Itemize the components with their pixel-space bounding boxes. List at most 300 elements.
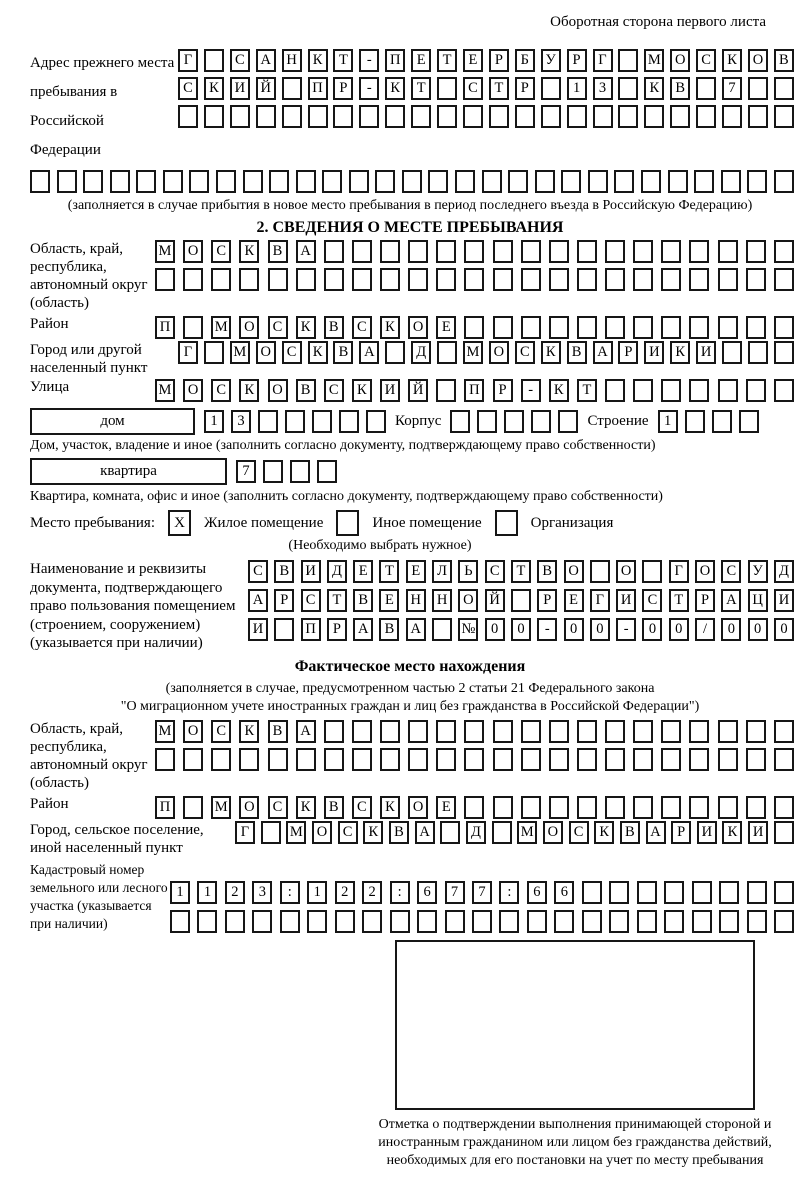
char-cell[interactable]: С: [178, 77, 198, 100]
char-cell[interactable]: [408, 720, 428, 743]
char-cell[interactable]: [614, 170, 634, 193]
char-cell[interactable]: [464, 796, 484, 819]
char-cell[interactable]: [352, 268, 372, 291]
char-cell[interactable]: Ь: [458, 560, 478, 583]
char-cell[interactable]: [359, 105, 379, 128]
char-cell[interactable]: 7: [472, 881, 492, 904]
char-cell[interactable]: [308, 105, 328, 128]
char-cell[interactable]: М: [517, 821, 537, 844]
char-cell[interactable]: [718, 240, 738, 263]
char-cell[interactable]: [211, 268, 231, 291]
char-cell[interactable]: [689, 379, 709, 402]
char-cell[interactable]: [694, 170, 714, 193]
char-cell[interactable]: С: [230, 49, 250, 72]
char-cell[interactable]: Р: [567, 49, 587, 72]
char-cell[interactable]: [411, 105, 431, 128]
char-cell[interactable]: 7: [445, 881, 465, 904]
char-cell[interactable]: [577, 748, 597, 771]
char-cell[interactable]: [746, 796, 766, 819]
char-cell[interactable]: [633, 720, 653, 743]
char-cell[interactable]: Р: [489, 49, 509, 72]
char-cell[interactable]: Й: [485, 589, 505, 612]
char-cell[interactable]: [437, 77, 457, 100]
char-cell[interactable]: И: [774, 589, 794, 612]
char-cell[interactable]: С: [463, 77, 483, 100]
char-cell[interactable]: К: [239, 720, 259, 743]
char-cell[interactable]: Й: [256, 77, 276, 100]
char-cell[interactable]: О: [239, 796, 259, 819]
char-cell[interactable]: М: [155, 240, 175, 263]
char-cell[interactable]: [747, 170, 767, 193]
char-cell[interactable]: [588, 170, 608, 193]
char-cell[interactable]: [549, 316, 569, 339]
char-cell[interactable]: [258, 410, 278, 433]
char-cell[interactable]: С: [268, 316, 288, 339]
char-cell[interactable]: [352, 748, 372, 771]
char-cell[interactable]: [296, 268, 316, 291]
char-cell[interactable]: 3: [231, 410, 251, 433]
char-cell[interactable]: [493, 240, 513, 263]
char-cell[interactable]: [432, 618, 452, 641]
char-cell[interactable]: [285, 410, 305, 433]
char-cell[interactable]: В: [324, 796, 344, 819]
char-cell[interactable]: М: [463, 341, 483, 364]
char-cell[interactable]: Б: [515, 49, 535, 72]
char-cell[interactable]: [333, 105, 353, 128]
char-cell[interactable]: [230, 105, 250, 128]
char-cell[interactable]: [324, 748, 344, 771]
char-cell[interactable]: К: [722, 49, 742, 72]
char-cell[interactable]: М: [230, 341, 250, 364]
char-cell[interactable]: О: [564, 560, 584, 583]
other-premises-checkbox[interactable]: [336, 510, 359, 536]
char-cell[interactable]: [609, 910, 629, 933]
char-cell[interactable]: [692, 910, 712, 933]
char-cell[interactable]: [748, 341, 768, 364]
char-cell[interactable]: [508, 170, 528, 193]
char-cell[interactable]: Г: [235, 821, 255, 844]
char-cell[interactable]: [641, 170, 661, 193]
char-cell[interactable]: [204, 341, 224, 364]
char-cell[interactable]: М: [211, 316, 231, 339]
char-cell[interactable]: [464, 748, 484, 771]
char-cell[interactable]: [577, 720, 597, 743]
char-cell[interactable]: [605, 268, 625, 291]
char-cell[interactable]: [549, 796, 569, 819]
char-cell[interactable]: [239, 268, 259, 291]
char-cell[interactable]: [549, 748, 569, 771]
char-cell[interactable]: Д: [327, 560, 347, 583]
char-cell[interactable]: [527, 910, 547, 933]
char-cell[interactable]: А: [593, 341, 613, 364]
char-cell[interactable]: [324, 240, 344, 263]
char-cell[interactable]: Н: [432, 589, 452, 612]
char-cell[interactable]: С: [211, 379, 231, 402]
char-cell[interactable]: И: [644, 341, 664, 364]
char-cell[interactable]: [696, 77, 716, 100]
char-cell[interactable]: [493, 720, 513, 743]
char-cell[interactable]: М: [211, 796, 231, 819]
char-cell[interactable]: [582, 881, 602, 904]
char-cell[interactable]: С: [248, 560, 268, 583]
char-cell[interactable]: И: [230, 77, 250, 100]
char-cell[interactable]: [436, 379, 456, 402]
char-cell[interactable]: [661, 748, 681, 771]
char-cell[interactable]: И: [616, 589, 636, 612]
char-cell[interactable]: [774, 240, 794, 263]
char-cell[interactable]: М: [155, 379, 175, 402]
char-cell[interactable]: Т: [327, 589, 347, 612]
char-cell[interactable]: Н: [282, 49, 302, 72]
char-cell[interactable]: [718, 316, 738, 339]
char-cell[interactable]: 7: [236, 460, 256, 483]
char-cell[interactable]: [183, 316, 203, 339]
char-cell[interactable]: О: [256, 341, 276, 364]
char-cell[interactable]: Л: [432, 560, 452, 583]
char-cell[interactable]: №: [458, 618, 478, 641]
char-cell[interactable]: [549, 720, 569, 743]
char-cell[interactable]: [605, 240, 625, 263]
char-cell[interactable]: А: [296, 240, 316, 263]
char-cell[interactable]: [689, 748, 709, 771]
char-cell[interactable]: [256, 105, 276, 128]
char-cell[interactable]: [721, 170, 741, 193]
char-cell[interactable]: Ц: [748, 589, 768, 612]
char-cell[interactable]: 3: [593, 77, 613, 100]
char-cell[interactable]: 1: [170, 881, 190, 904]
char-cell[interactable]: [504, 410, 524, 433]
char-cell[interactable]: [521, 720, 541, 743]
char-cell[interactable]: [774, 341, 794, 364]
char-cell[interactable]: [642, 560, 662, 583]
char-cell[interactable]: [324, 268, 344, 291]
char-cell[interactable]: В: [567, 341, 587, 364]
char-cell[interactable]: [637, 881, 657, 904]
char-cell[interactable]: [696, 105, 716, 128]
char-cell[interactable]: С: [696, 49, 716, 72]
char-cell[interactable]: 6: [527, 881, 547, 904]
char-cell[interactable]: [689, 316, 709, 339]
char-cell[interactable]: К: [308, 341, 328, 364]
char-cell[interactable]: -: [359, 77, 379, 100]
char-cell[interactable]: [605, 748, 625, 771]
char-cell[interactable]: [541, 105, 561, 128]
char-cell[interactable]: Т: [411, 77, 431, 100]
char-cell[interactable]: [561, 170, 581, 193]
char-cell[interactable]: Г: [590, 589, 610, 612]
char-cell[interactable]: К: [239, 240, 259, 263]
char-cell[interactable]: С: [268, 796, 288, 819]
char-cell[interactable]: О: [458, 589, 478, 612]
char-cell[interactable]: [110, 170, 130, 193]
char-cell[interactable]: [155, 748, 175, 771]
char-cell[interactable]: [380, 748, 400, 771]
char-cell[interactable]: [183, 748, 203, 771]
char-cell[interactable]: [261, 821, 281, 844]
char-cell[interactable]: С: [301, 589, 321, 612]
char-cell[interactable]: [450, 410, 470, 433]
char-cell[interactable]: [463, 105, 483, 128]
char-cell[interactable]: [582, 910, 602, 933]
char-cell[interactable]: [375, 170, 395, 193]
char-cell[interactable]: Д: [411, 341, 431, 364]
char-cell[interactable]: [445, 910, 465, 933]
char-cell[interactable]: Е: [353, 560, 373, 583]
char-cell[interactable]: [408, 240, 428, 263]
char-cell[interactable]: [339, 410, 359, 433]
char-cell[interactable]: К: [308, 49, 328, 72]
char-cell[interactable]: Р: [671, 821, 691, 844]
char-cell[interactable]: -: [521, 379, 541, 402]
char-cell[interactable]: В: [620, 821, 640, 844]
char-cell[interactable]: А: [359, 341, 379, 364]
char-cell[interactable]: С: [352, 796, 372, 819]
char-cell[interactable]: Е: [436, 316, 456, 339]
char-cell[interactable]: Р: [515, 77, 535, 100]
char-cell[interactable]: [296, 170, 316, 193]
char-cell[interactable]: И: [301, 560, 321, 583]
char-cell[interactable]: [718, 748, 738, 771]
char-cell[interactable]: [493, 748, 513, 771]
char-cell[interactable]: [136, 170, 156, 193]
char-cell[interactable]: [521, 240, 541, 263]
char-cell[interactable]: [664, 881, 684, 904]
char-cell[interactable]: [661, 720, 681, 743]
char-cell[interactable]: Р: [618, 341, 638, 364]
char-cell[interactable]: [618, 49, 638, 72]
char-cell[interactable]: Р: [327, 618, 347, 641]
char-cell[interactable]: Р: [537, 589, 557, 612]
char-cell[interactable]: 0: [721, 618, 741, 641]
char-cell[interactable]: [774, 105, 794, 128]
char-cell[interactable]: С: [211, 240, 231, 263]
char-cell[interactable]: [183, 796, 203, 819]
char-cell[interactable]: [57, 170, 77, 193]
char-cell[interactable]: [774, 821, 794, 844]
char-cell[interactable]: -: [616, 618, 636, 641]
char-cell[interactable]: [774, 268, 794, 291]
char-cell[interactable]: [670, 105, 690, 128]
char-cell[interactable]: [685, 410, 705, 433]
char-cell[interactable]: [633, 316, 653, 339]
char-cell[interactable]: [661, 240, 681, 263]
char-cell[interactable]: :: [280, 881, 300, 904]
char-cell[interactable]: [605, 379, 625, 402]
char-cell[interactable]: [746, 379, 766, 402]
char-cell[interactable]: О: [239, 316, 259, 339]
char-cell[interactable]: [664, 910, 684, 933]
char-cell[interactable]: О: [312, 821, 332, 844]
char-cell[interactable]: П: [155, 316, 175, 339]
char-cell[interactable]: К: [385, 77, 405, 100]
char-cell[interactable]: Т: [333, 49, 353, 72]
char-cell[interactable]: [747, 910, 767, 933]
char-cell[interactable]: Е: [436, 796, 456, 819]
char-cell[interactable]: [689, 796, 709, 819]
char-cell[interactable]: 1: [658, 410, 678, 433]
char-cell[interactable]: [282, 105, 302, 128]
char-cell[interactable]: О: [695, 560, 715, 583]
char-cell[interactable]: [170, 910, 190, 933]
char-cell[interactable]: 1: [307, 881, 327, 904]
char-cell[interactable]: [274, 618, 294, 641]
char-cell[interactable]: Е: [406, 560, 426, 583]
char-cell[interactable]: К: [380, 796, 400, 819]
char-cell[interactable]: В: [268, 720, 288, 743]
char-cell[interactable]: [385, 341, 405, 364]
char-cell[interactable]: [746, 268, 766, 291]
char-cell[interactable]: В: [353, 589, 373, 612]
char-cell[interactable]: А: [256, 49, 276, 72]
char-cell[interactable]: 1: [567, 77, 587, 100]
char-cell[interactable]: [748, 105, 768, 128]
char-cell[interactable]: К: [541, 341, 561, 364]
char-cell[interactable]: О: [268, 379, 288, 402]
char-cell[interactable]: П: [464, 379, 484, 402]
char-cell[interactable]: [307, 910, 327, 933]
char-cell[interactable]: И: [380, 379, 400, 402]
char-cell[interactable]: С: [338, 821, 358, 844]
char-cell[interactable]: [722, 105, 742, 128]
char-cell[interactable]: [197, 910, 217, 933]
char-cell[interactable]: В: [389, 821, 409, 844]
char-cell[interactable]: К: [363, 821, 383, 844]
char-cell[interactable]: О: [543, 821, 563, 844]
char-cell[interactable]: [633, 748, 653, 771]
char-cell[interactable]: [455, 170, 475, 193]
char-cell[interactable]: [408, 748, 428, 771]
char-cell[interactable]: [464, 268, 484, 291]
char-cell[interactable]: [492, 821, 512, 844]
char-cell[interactable]: П: [385, 49, 405, 72]
char-cell[interactable]: [322, 170, 342, 193]
char-cell[interactable]: 1: [197, 881, 217, 904]
char-cell[interactable]: П: [308, 77, 328, 100]
char-cell[interactable]: [335, 910, 355, 933]
char-cell[interactable]: [155, 268, 175, 291]
char-cell[interactable]: А: [415, 821, 435, 844]
char-cell[interactable]: [211, 748, 231, 771]
char-cell[interactable]: [493, 316, 513, 339]
char-cell[interactable]: [577, 240, 597, 263]
char-cell[interactable]: [554, 910, 574, 933]
char-cell[interactable]: [661, 316, 681, 339]
char-cell[interactable]: К: [594, 821, 614, 844]
char-cell[interactable]: [590, 560, 610, 583]
char-cell[interactable]: [535, 170, 555, 193]
char-cell[interactable]: [417, 910, 437, 933]
char-cell[interactable]: 6: [554, 881, 574, 904]
char-cell[interactable]: [482, 170, 502, 193]
char-cell[interactable]: [83, 170, 103, 193]
char-cell[interactable]: [464, 316, 484, 339]
char-cell[interactable]: [521, 796, 541, 819]
char-cell[interactable]: [380, 240, 400, 263]
char-cell[interactable]: [774, 77, 794, 100]
char-cell[interactable]: И: [697, 821, 717, 844]
char-cell[interactable]: И: [696, 341, 716, 364]
char-cell[interactable]: [712, 410, 732, 433]
char-cell[interactable]: С: [211, 720, 231, 743]
char-cell[interactable]: [719, 881, 739, 904]
char-cell[interactable]: -: [537, 618, 557, 641]
char-cell[interactable]: [204, 105, 224, 128]
char-cell[interactable]: [464, 240, 484, 263]
char-cell[interactable]: Й: [408, 379, 428, 402]
char-cell[interactable]: [593, 105, 613, 128]
char-cell[interactable]: [183, 268, 203, 291]
char-cell[interactable]: [746, 720, 766, 743]
char-cell[interactable]: [774, 316, 794, 339]
char-cell[interactable]: [268, 268, 288, 291]
char-cell[interactable]: [178, 105, 198, 128]
char-cell[interactable]: [637, 910, 657, 933]
char-cell[interactable]: [366, 410, 386, 433]
char-cell[interactable]: [661, 796, 681, 819]
char-cell[interactable]: [774, 748, 794, 771]
char-cell[interactable]: [163, 170, 183, 193]
char-cell[interactable]: К: [380, 316, 400, 339]
char-cell[interactable]: :: [499, 881, 519, 904]
char-cell[interactable]: [746, 748, 766, 771]
char-cell[interactable]: О: [670, 49, 690, 72]
char-cell[interactable]: Г: [669, 560, 689, 583]
char-cell[interactable]: [268, 748, 288, 771]
char-cell[interactable]: [324, 720, 344, 743]
char-cell[interactable]: Т: [437, 49, 457, 72]
char-cell[interactable]: Е: [411, 49, 431, 72]
char-cell[interactable]: О: [183, 720, 203, 743]
char-cell[interactable]: Р: [333, 77, 353, 100]
char-cell[interactable]: [577, 268, 597, 291]
char-cell[interactable]: [380, 268, 400, 291]
residential-checkbox[interactable]: X: [168, 510, 191, 536]
char-cell[interactable]: С: [324, 379, 344, 402]
char-cell[interactable]: [747, 881, 767, 904]
char-cell[interactable]: 2: [335, 881, 355, 904]
char-cell[interactable]: [577, 796, 597, 819]
char-cell[interactable]: П: [155, 796, 175, 819]
char-cell[interactable]: К: [670, 341, 690, 364]
char-cell[interactable]: Н: [406, 589, 426, 612]
char-cell[interactable]: [436, 748, 456, 771]
char-cell[interactable]: В: [296, 379, 316, 402]
char-cell[interactable]: [239, 748, 259, 771]
char-cell[interactable]: [521, 268, 541, 291]
char-cell[interactable]: А: [296, 720, 316, 743]
char-cell[interactable]: [436, 268, 456, 291]
char-cell[interactable]: [774, 796, 794, 819]
char-cell[interactable]: С: [642, 589, 662, 612]
char-cell[interactable]: 0: [774, 618, 794, 641]
char-cell[interactable]: [385, 105, 405, 128]
char-cell[interactable]: [692, 881, 712, 904]
char-cell[interactable]: О: [489, 341, 509, 364]
char-cell[interactable]: [644, 105, 664, 128]
char-cell[interactable]: [380, 720, 400, 743]
char-cell[interactable]: [489, 105, 509, 128]
char-cell[interactable]: [633, 796, 653, 819]
char-cell[interactable]: [605, 316, 625, 339]
char-cell[interactable]: [317, 460, 337, 483]
char-cell[interactable]: П: [301, 618, 321, 641]
char-cell[interactable]: [312, 410, 332, 433]
char-cell[interactable]: В: [774, 49, 794, 72]
char-cell[interactable]: С: [515, 341, 535, 364]
char-cell[interactable]: [493, 268, 513, 291]
char-cell[interactable]: [633, 379, 653, 402]
char-cell[interactable]: [204, 49, 224, 72]
